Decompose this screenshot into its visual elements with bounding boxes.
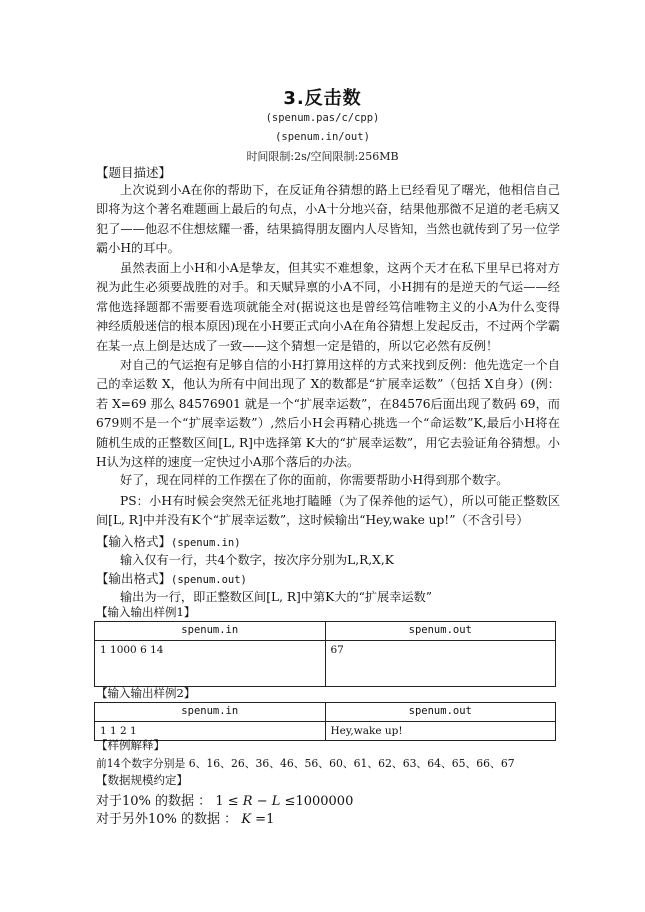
input-file-name: (spenum.in) — [171, 537, 241, 549]
scale-line-2-val: 1 — [266, 812, 275, 827]
output-format-text: 输出为一行，即正整数区间[L, R]中第K大的“扩展幸运数” — [120, 590, 433, 604]
output-file-name: (spenum.out) — [171, 574, 247, 586]
sample2-output: Hey,wake up! — [325, 722, 556, 741]
input-format-text: 输入仅有一行，共4个数字，按次序分别为L,R,X,K — [120, 553, 394, 567]
io-streams-line: (spenum.in/out) — [275, 131, 370, 143]
scale-line-1-rhs: 1000000 — [295, 794, 354, 809]
sample2-input: 1 1 2 1 — [95, 722, 326, 741]
scale-line-1-r: R — [242, 794, 253, 809]
description-paragraph-3: 对自己的气运抱有足够自信的小H打算用这样的方式来找到反例：他先选定一个自己的幸运数 X，他认为所有中间出现了 X的数都是“扩展幸运数”（包括 X自身）(例：若 X=69 那么 84576901 就是一个“扩展幸运数”，在84576后面出现了数码 69，而 679则不是一个“扩展幸运数”）,然后小H会再精心挑选一个“命运数”K,最后小H将在随机生成的正整数区间[L, R]中选择第 K大的“扩展幸运数”，用它去验证角谷猜想。小H认为这样的速度一定快过小A那个落后的办法。 — [96, 358, 560, 470]
scale-line-1-prefix: 对于10% 的数据 ： — [96, 794, 212, 809]
sample2-out-header: spenum.out — [325, 703, 556, 722]
sample1-in-header: spenum.in — [95, 622, 326, 641]
sample1-table — [94, 621, 556, 687]
description-paragraph-4: 好了，现在同样的工作摆在了你的面前，你需要帮助小H得到那个数字。 — [120, 473, 509, 487]
data-scale-line-2 — [96, 808, 274, 827]
limits-line: 时间限制:2s/空间限制:256MB — [246, 150, 399, 163]
description-paragraph-1: 上次说到小A在你的帮助下，在反证角谷猜想的路上已经看见了曙光，他相信自己即将为这个著名难题画上最后的句点，小A十分地兴奋，结果他那微不足道的老毛病又犯了——他忍不住想炫耀一番，结果搞得朋友圈内人尽皆知，当然也就传到了另一位学霸小H的耳中。 — [96, 183, 560, 256]
output-format-heading — [96, 570, 247, 589]
description-heading: 【题目描述】 — [96, 165, 172, 180]
data-scale-line-1 — [96, 790, 353, 809]
sample-explain-heading: 【样例解释】 — [96, 738, 165, 752]
sample-explain-text: 前14个数字分别是 6、16、26、36、46、56、60、61、62、63、64、65、66、67 — [96, 757, 515, 770]
description-paragraph-2: 虽然表面上小H和小A是挚友，但其实不难想象，这两个天才在私下里早已将对方视为此生必须要战胜的对手。和天赋异禀的小A不同，小H拥有的是逆天的气运——经常他选择题都不需要看选项就能全对(据说这也是曾经笃信唯物主义的小A为什么变得神经质般迷信的根本原因)现在小H要正式向小A在角谷猜想上发起反击，不过两个学霸在某一点上倒是达成了一致——这个猜想一定是错的，所以它必然有反例！ — [96, 261, 560, 353]
scale-line-2-k: K — [241, 812, 252, 827]
sample2-table — [94, 702, 556, 741]
scale-line-2-prefix: 对于另外10% 的数据 ： — [96, 812, 238, 827]
problem-title: 3.反击数 — [283, 88, 362, 109]
description-paragraph-ps: PS：小H有时候会突然无征兆地打瞌睡（为了保养他的运气），所以可能正整数区间[L, R]中并没有K个“扩展幸运数”，这时候输出“Hey,wake up!”（不含引号） — [96, 494, 560, 528]
sample1-output: 67 — [325, 641, 556, 687]
scale-line-1-le-2: ≤ — [284, 794, 296, 809]
output-format-heading-label: 【输出格式】 — [96, 571, 172, 586]
scale-line-2-eq: = — [255, 812, 267, 827]
sample1-out-header: spenum.out — [325, 622, 556, 641]
scale-line-1-le: ≤ — [227, 794, 239, 809]
sample1-heading: 【输入输出样例1】 — [96, 605, 196, 619]
input-format-heading-label: 【输入格式】 — [96, 534, 172, 549]
io-files-line: (spenum.pas/c/cpp) — [265, 112, 380, 124]
scale-line-1-minus: − — [256, 794, 268, 809]
scale-line-1-l: L — [271, 794, 281, 809]
data-scale-heading: 【数据规模约定】 — [96, 773, 188, 787]
sample2-in-header: spenum.in — [95, 703, 326, 722]
input-format-heading — [96, 533, 241, 552]
sample1-input: 1 1000 6 14 — [95, 641, 326, 687]
scale-line-1-lhs: 1 — [215, 794, 224, 809]
sample2-heading: 【输入输出样例2】 — [96, 686, 196, 700]
